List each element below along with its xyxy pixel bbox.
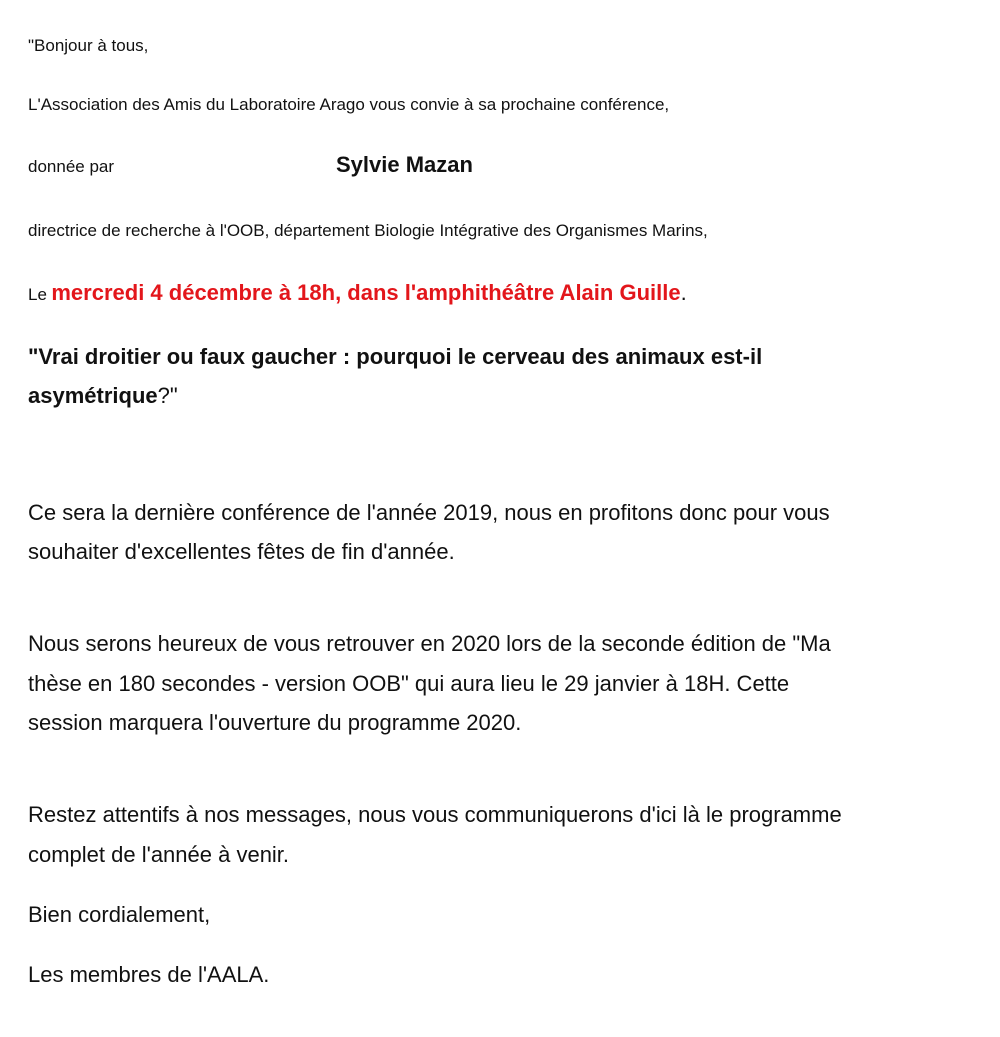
para3-line2: complet de l'année à venir. bbox=[28, 842, 290, 867]
date-line bbox=[28, 280, 687, 306]
signature: Les membres de l'AALA. bbox=[28, 962, 270, 987]
intro-line: L'Association des Amis du Laboratoire Arago vous convie à sa prochaine conférence, bbox=[28, 95, 670, 114]
para2-line3: session marquera l'ouverture du programme 2020. bbox=[28, 710, 522, 735]
para2-line2: thèse en 180 secondes - version OOB" qui aura lieu le 29 janvier à 18H. Cette bbox=[28, 671, 790, 696]
greeting: "Bonjour à tous, bbox=[28, 36, 149, 55]
date-place: mercredi 4 décembre à 18h, dans l'amphithéâtre Alain Guille bbox=[51, 280, 681, 305]
date-suffix: . bbox=[680, 280, 687, 305]
para3-line1: Restez attentifs à nos messages, nous vous communiquerons d'ici là le programme bbox=[28, 802, 842, 827]
talk-title-end: ?" bbox=[157, 383, 178, 408]
para2-line1: Nous serons heureux de vous retrouver en 2020 lors de la seconde édition de "Ma bbox=[28, 631, 831, 656]
speaker-name: Sylvie Mazan bbox=[336, 152, 473, 177]
talk-title-bold: asymétrique bbox=[28, 383, 158, 408]
closing: Bien cordialement, bbox=[28, 902, 211, 927]
para1-line1: Ce sera la dernière conférence de l'année 2019, nous en profitons donc pour vous bbox=[28, 500, 830, 525]
date-prefix: Le bbox=[28, 285, 47, 304]
speaker-role: directrice de recherche à l'OOB, département Biologie Intégrative des Organismes Marins, bbox=[28, 221, 708, 240]
given-by-label: donnée par bbox=[28, 157, 115, 176]
talk-title-line1: "Vrai droitier ou faux gaucher : pourquoi le cerveau des animaux est-il bbox=[28, 344, 763, 369]
para1-line2: souhaiter d'excellentes fêtes de fin d'année. bbox=[28, 539, 455, 564]
talk-title-line2 bbox=[28, 383, 178, 409]
